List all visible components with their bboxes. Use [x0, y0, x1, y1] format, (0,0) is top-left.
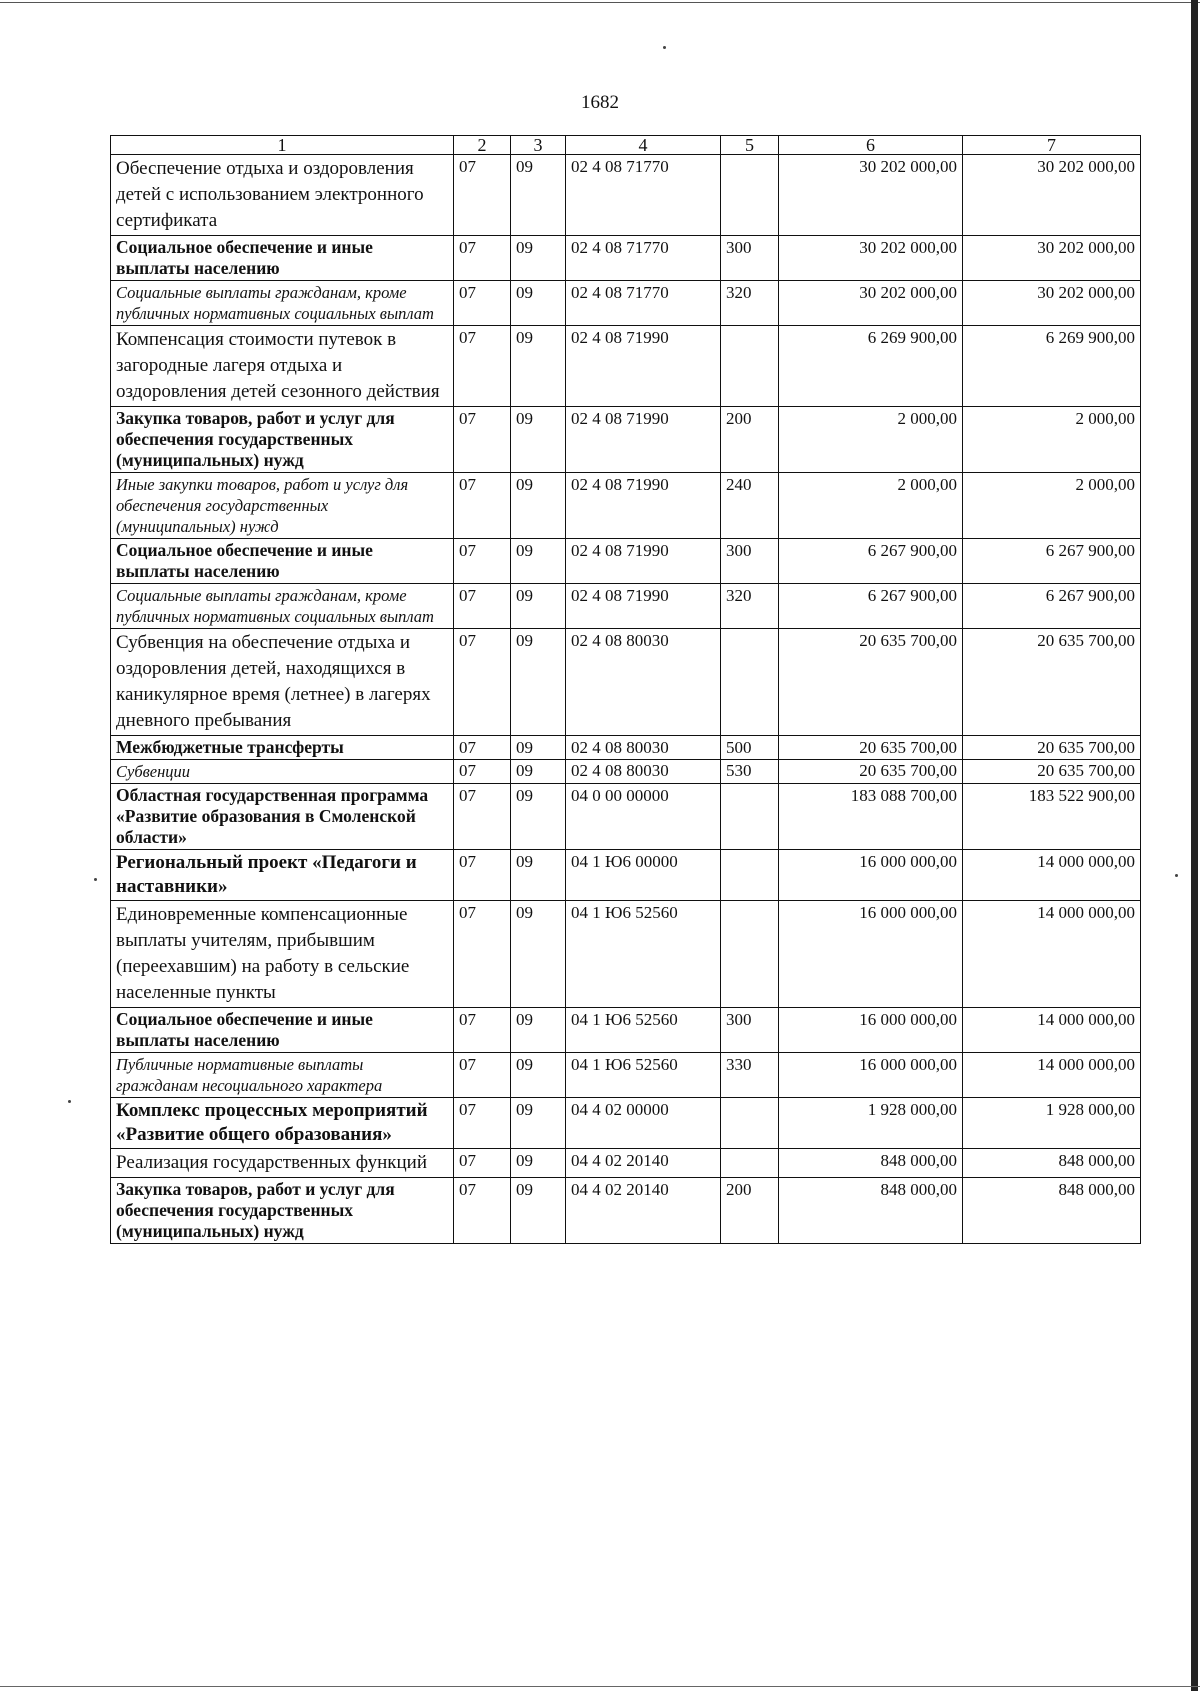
target-article-cell: 02 4 08 71990 — [566, 584, 721, 629]
expense-name-cell: Иные закупки товаров, работ и услуг для обеспечения государственных (муниципальных) нужд — [111, 473, 454, 539]
amount-year1-cell: 30 202 000,00 — [779, 236, 963, 281]
expense-type-cell: 240 — [721, 473, 779, 539]
expense-type-cell: 300 — [721, 236, 779, 281]
subsection-code-cell: 09 — [511, 1008, 566, 1053]
expense-type-cell — [721, 850, 779, 901]
table-row — [111, 1008, 1141, 1053]
section-code-cell: 07 — [454, 326, 511, 407]
target-article-cell: 02 4 08 80030 — [566, 760, 721, 784]
amount-year2-cell: 14 000 000,00 — [963, 1053, 1141, 1098]
amount-year2-cell: 1 928 000,00 — [963, 1098, 1141, 1149]
column-number-row — [111, 136, 1141, 155]
expense-name-cell: Субвенции — [111, 760, 454, 784]
expense-name-cell: Субвенция на обеспечение отдыха и оздоровления детей, находящихся в каникулярное время (летнее) в лагерях дневного пребывания — [111, 629, 454, 736]
expense-name-cell: Комплекс процессных мероприятий «Развитие общего образования» — [111, 1098, 454, 1149]
target-article-cell: 02 4 08 71990 — [566, 473, 721, 539]
budget-table — [110, 135, 1141, 1244]
amount-year2-cell: 6 267 900,00 — [963, 539, 1141, 584]
scan-right-edge — [1191, 0, 1198, 1691]
amount-year2-cell: 30 202 000,00 — [963, 281, 1141, 326]
table-row — [111, 407, 1141, 473]
expense-name-cell: Социальное обеспечение и иные выплаты населению — [111, 236, 454, 281]
expense-name-cell: Единовременные компенсационные выплаты учителям, прибывшим (переехавшим) на работу в сельские населенные пункты — [111, 901, 454, 1008]
section-code-cell: 07 — [454, 155, 511, 236]
column-header: 2 — [454, 136, 511, 155]
amount-year1-cell: 848 000,00 — [779, 1149, 963, 1178]
section-code-cell: 07 — [454, 736, 511, 760]
expense-type-cell — [721, 901, 779, 1008]
expense-name-cell: Публичные нормативные выплаты гражданам несоциального характера — [111, 1053, 454, 1098]
amount-year1-cell: 20 635 700,00 — [779, 736, 963, 760]
expense-name-cell: Закупка товаров, работ и услуг для обеспечения государственных (муниципальных) нужд — [111, 1178, 454, 1244]
section-code-cell: 07 — [454, 584, 511, 629]
subsection-code-cell: 09 — [511, 236, 566, 281]
column-header: 4 — [566, 136, 721, 155]
target-article-cell: 02 4 08 71770 — [566, 281, 721, 326]
expense-type-cell: 530 — [721, 760, 779, 784]
amount-year2-cell: 6 267 900,00 — [963, 584, 1141, 629]
expense-name-cell: Региональный проект «Педагоги и наставники» — [111, 850, 454, 901]
scan-speck — [94, 878, 97, 881]
target-article-cell: 02 4 08 71990 — [566, 326, 721, 407]
target-article-cell: 04 4 02 00000 — [566, 1098, 721, 1149]
section-code-cell: 07 — [454, 1149, 511, 1178]
table-row — [111, 236, 1141, 281]
section-code-cell: 07 — [454, 539, 511, 584]
section-code-cell: 07 — [454, 407, 511, 473]
expense-type-cell — [721, 155, 779, 236]
section-code-cell: 07 — [454, 236, 511, 281]
subsection-code-cell: 09 — [511, 584, 566, 629]
table-row — [111, 539, 1141, 584]
amount-year1-cell: 16 000 000,00 — [779, 901, 963, 1008]
section-code-cell: 07 — [454, 1178, 511, 1244]
subsection-code-cell: 09 — [511, 1053, 566, 1098]
expense-type-cell — [721, 1149, 779, 1178]
subsection-code-cell: 09 — [511, 1178, 566, 1244]
amount-year2-cell: 6 269 900,00 — [963, 326, 1141, 407]
scan-bottom-edge — [0, 1686, 1200, 1687]
expense-name-cell: Компенсация стоимости путевок в загородные лагеря отдыха и оздоровления детей сезонного действия — [111, 326, 454, 407]
scan-speck — [68, 1100, 71, 1103]
table-row — [111, 281, 1141, 326]
amount-year2-cell: 20 635 700,00 — [963, 736, 1141, 760]
amount-year1-cell: 16 000 000,00 — [779, 850, 963, 901]
amount-year2-cell: 848 000,00 — [963, 1149, 1141, 1178]
amount-year1-cell: 30 202 000,00 — [779, 155, 963, 236]
subsection-code-cell: 09 — [511, 326, 566, 407]
section-code-cell: 07 — [454, 473, 511, 539]
amount-year1-cell: 20 635 700,00 — [779, 760, 963, 784]
expense-type-cell — [721, 784, 779, 850]
table-row — [111, 155, 1141, 236]
scan-speck — [1175, 874, 1178, 877]
subsection-code-cell: 09 — [511, 736, 566, 760]
amount-year1-cell: 2 000,00 — [779, 407, 963, 473]
amount-year1-cell: 183 088 700,00 — [779, 784, 963, 850]
section-code-cell: 07 — [454, 1008, 511, 1053]
amount-year2-cell: 14 000 000,00 — [963, 850, 1141, 901]
expense-type-cell: 300 — [721, 539, 779, 584]
expense-name-cell: Социальные выплаты гражданам, кроме публичных нормативных социальных выплат — [111, 584, 454, 629]
table-row — [111, 473, 1141, 539]
subsection-code-cell: 09 — [511, 539, 566, 584]
amount-year1-cell: 848 000,00 — [779, 1178, 963, 1244]
table-row — [111, 584, 1141, 629]
amount-year2-cell: 14 000 000,00 — [963, 1008, 1141, 1053]
target-article-cell: 04 1 Ю6 52560 — [566, 901, 721, 1008]
table-row — [111, 850, 1141, 901]
expense-name-cell: Социальное обеспечение и иные выплаты населению — [111, 1008, 454, 1053]
amount-year1-cell: 16 000 000,00 — [779, 1053, 963, 1098]
expense-name-cell: Межбюджетные трансферты — [111, 736, 454, 760]
expense-type-cell — [721, 629, 779, 736]
table-row — [111, 1149, 1141, 1178]
subsection-code-cell: 09 — [511, 850, 566, 901]
amount-year2-cell: 848 000,00 — [963, 1178, 1141, 1244]
target-article-cell: 02 4 08 71990 — [566, 407, 721, 473]
target-article-cell: 02 4 08 80030 — [566, 629, 721, 736]
subsection-code-cell: 09 — [511, 473, 566, 539]
target-article-cell: 02 4 08 80030 — [566, 736, 721, 760]
expense-type-cell: 200 — [721, 407, 779, 473]
amount-year2-cell: 20 635 700,00 — [963, 629, 1141, 736]
section-code-cell: 07 — [454, 901, 511, 1008]
subsection-code-cell: 09 — [511, 629, 566, 736]
amount-year1-cell: 16 000 000,00 — [779, 1008, 963, 1053]
expense-name-cell: Областная государственная программа «Развитие образования в Смоленской области» — [111, 784, 454, 850]
expense-name-cell: Социальные выплаты гражданам, кроме публичных нормативных социальных выплат — [111, 281, 454, 326]
column-header: 5 — [721, 136, 779, 155]
amount-year1-cell: 2 000,00 — [779, 473, 963, 539]
table-row — [111, 784, 1141, 850]
target-article-cell: 04 4 02 20140 — [566, 1149, 721, 1178]
table-row — [111, 1178, 1141, 1244]
amount-year2-cell: 30 202 000,00 — [963, 236, 1141, 281]
amount-year2-cell: 14 000 000,00 — [963, 901, 1141, 1008]
section-code-cell: 07 — [454, 850, 511, 901]
scan-speck — [663, 46, 666, 49]
column-header: 3 — [511, 136, 566, 155]
column-header: 6 — [779, 136, 963, 155]
section-code-cell: 07 — [454, 629, 511, 736]
section-code-cell: 07 — [454, 784, 511, 850]
table-row — [111, 760, 1141, 784]
expense-type-cell — [721, 326, 779, 407]
expense-name-cell: Закупка товаров, работ и услуг для обеспечения государственных (муниципальных) нужд — [111, 407, 454, 473]
target-article-cell: 02 4 08 71770 — [566, 155, 721, 236]
section-code-cell: 07 — [454, 281, 511, 326]
section-code-cell: 07 — [454, 760, 511, 784]
expense-name-cell: Социальное обеспечение и иные выплаты населению — [111, 539, 454, 584]
target-article-cell: 04 4 02 20140 — [566, 1178, 721, 1244]
table-row — [111, 736, 1141, 760]
amount-year2-cell: 2 000,00 — [963, 473, 1141, 539]
amount-year2-cell: 183 522 900,00 — [963, 784, 1141, 850]
target-article-cell: 04 1 Ю6 52560 — [566, 1008, 721, 1053]
subsection-code-cell: 09 — [511, 784, 566, 850]
expense-type-cell: 320 — [721, 584, 779, 629]
subsection-code-cell: 09 — [511, 155, 566, 236]
expense-type-cell: 320 — [721, 281, 779, 326]
expense-name-cell: Обеспечение отдыха и оздоровления детей с использованием электронного сертификата — [111, 155, 454, 236]
subsection-code-cell: 09 — [511, 1149, 566, 1178]
subsection-code-cell: 09 — [511, 901, 566, 1008]
table-row — [111, 629, 1141, 736]
subsection-code-cell: 09 — [511, 281, 566, 326]
expense-type-cell: 500 — [721, 736, 779, 760]
column-header: 7 — [963, 136, 1141, 155]
target-article-cell: 04 1 Ю6 52560 — [566, 1053, 721, 1098]
section-code-cell: 07 — [454, 1053, 511, 1098]
subsection-code-cell: 09 — [511, 1098, 566, 1149]
subsection-code-cell: 09 — [511, 760, 566, 784]
table-row — [111, 326, 1141, 407]
amount-year2-cell: 20 635 700,00 — [963, 760, 1141, 784]
amount-year1-cell: 6 267 900,00 — [779, 539, 963, 584]
amount-year1-cell: 20 635 700,00 — [779, 629, 963, 736]
expense-type-cell: 200 — [721, 1178, 779, 1244]
scan-top-edge — [0, 2, 1200, 3]
amount-year1-cell: 1 928 000,00 — [779, 1098, 963, 1149]
table-row — [111, 901, 1141, 1008]
table-row — [111, 1053, 1141, 1098]
subsection-code-cell: 09 — [511, 407, 566, 473]
expense-name-cell: Реализация государственных функций — [111, 1149, 454, 1178]
target-article-cell: 04 0 00 00000 — [566, 784, 721, 850]
amount-year1-cell: 6 269 900,00 — [779, 326, 963, 407]
column-header: 1 — [111, 136, 454, 155]
expense-type-cell: 330 — [721, 1053, 779, 1098]
target-article-cell: 02 4 08 71990 — [566, 539, 721, 584]
target-article-cell: 04 1 Ю6 00000 — [566, 850, 721, 901]
page-number: 1682 — [581, 92, 619, 113]
section-code-cell: 07 — [454, 1098, 511, 1149]
table-row — [111, 1098, 1141, 1149]
expense-type-cell: 300 — [721, 1008, 779, 1053]
amount-year2-cell: 30 202 000,00 — [963, 155, 1141, 236]
target-article-cell: 02 4 08 71770 — [566, 236, 721, 281]
expense-type-cell — [721, 1098, 779, 1149]
amount-year1-cell: 30 202 000,00 — [779, 281, 963, 326]
amount-year2-cell: 2 000,00 — [963, 407, 1141, 473]
amount-year1-cell: 6 267 900,00 — [779, 584, 963, 629]
table-body — [111, 155, 1141, 1244]
